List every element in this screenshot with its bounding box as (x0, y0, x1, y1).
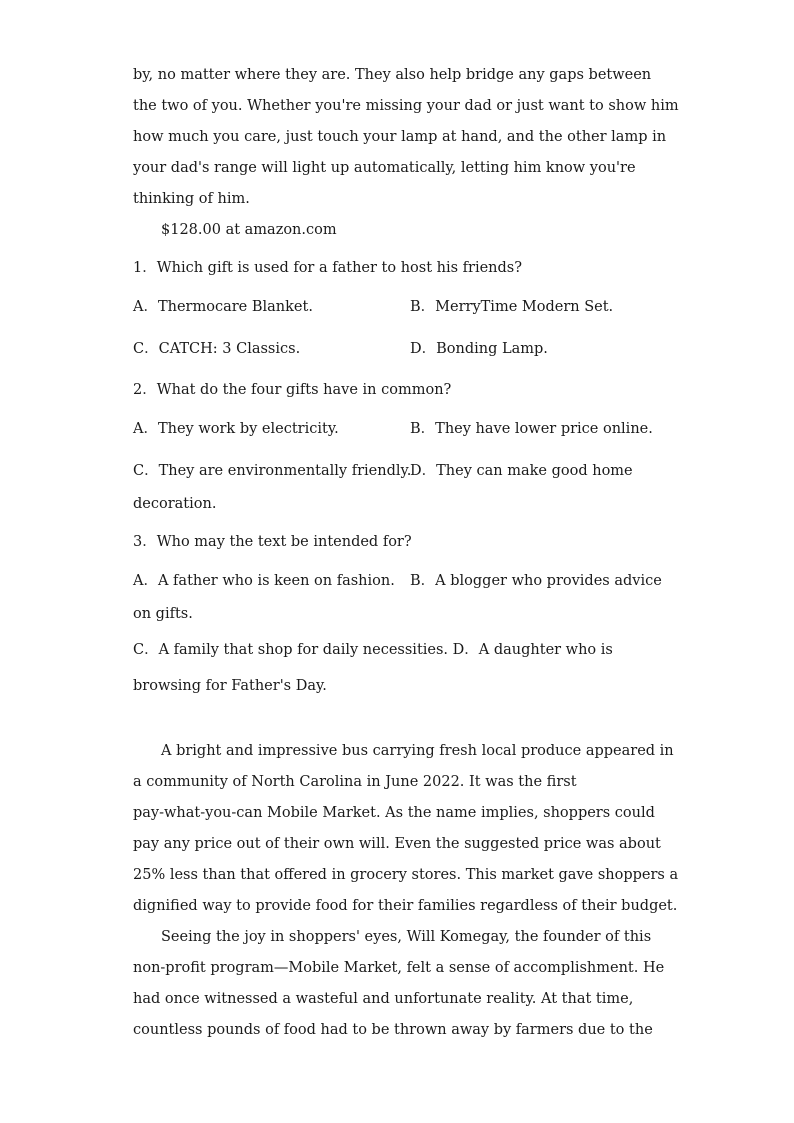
section-gap (133, 704, 663, 736)
option-a: A．Thermocare Blanket. (133, 299, 313, 315)
option-d-continued: decoration. (133, 496, 217, 512)
option-a: A．They work by electricity. (133, 421, 339, 437)
text-line: by, no matter where they are. They also help bridge any gaps between (133, 67, 652, 83)
price-line: $128.00 at amazon.com (161, 222, 337, 238)
text-line: A bright and impressive bus carrying fresh local produce appeared in (161, 743, 674, 759)
text-line: the two of you. Whether you're missing your dad or just want to show him (133, 98, 679, 114)
option-d-continued: browsing for Father's Day. (133, 678, 327, 694)
question-stem: 2．What do the four gifts have in common? (133, 382, 452, 398)
text-line: your dad's range will light up automatically, letting him know you're (133, 160, 636, 176)
passage-2 (133, 736, 679, 1046)
text-line: countless pounds of food had to be thrown away by farmers due to the (133, 1022, 653, 1038)
text-line: non-profit program—Mobile Market, felt a sense of accomplishment. He (133, 960, 665, 976)
text-line: pay-what-you-can Mobile Market. As the name implies, shoppers could (133, 805, 655, 821)
option-b: B．MerryTime Modern Set. (410, 299, 614, 315)
question-stem: 3．Who may the text be intended for? (133, 534, 412, 550)
options-row (133, 286, 663, 328)
option-c: C．CATCH: 3 Classics. (133, 341, 301, 357)
option-d: D．They can make good home (410, 463, 633, 479)
text-line: how much you care, just touch your lamp at hand, and the other lamp in (133, 129, 667, 145)
option-c: C．They are environmentally friendly. (133, 463, 412, 479)
option-d: D．Bonding Lamp. (410, 341, 548, 357)
question-stem: 1．Which gift is used for a father to host his friends? (133, 260, 523, 276)
text-line: thinking of him. (133, 191, 250, 207)
question-2 (133, 372, 663, 522)
text-line: had once witnessed a wasteful and unfortunate reality. At that time, (133, 991, 634, 1007)
option-b: B．They have lower price online. (410, 421, 653, 437)
options-row (133, 408, 663, 450)
text-line: Seeing the joy in shoppers' eyes, Will Komegay, the founder of this (161, 929, 652, 945)
text-line: 25% less than that offered in grocery stores. This market gave shoppers a (133, 867, 679, 883)
question-1 (133, 250, 663, 370)
question-3 (133, 524, 663, 704)
option-b-continued: on gifts. (133, 606, 193, 622)
text-line: dignified way to provide food for their families regardless of their budget. (133, 898, 678, 914)
document-page (133, 60, 679, 1046)
passage-1-tail (133, 60, 679, 246)
options-c-d: C．A family that shop for daily necessities. D．A daughter who is (133, 642, 613, 658)
option-a: A．A father who is keen on fashion. (133, 573, 395, 589)
options-row (133, 328, 663, 370)
text-line: a community of North Carolina in June 2022. It was the first (133, 774, 577, 790)
option-b: B．A blogger who provides advice (410, 573, 662, 589)
text-line: pay any price out of their own will. Even the suggested price was about (133, 836, 661, 852)
